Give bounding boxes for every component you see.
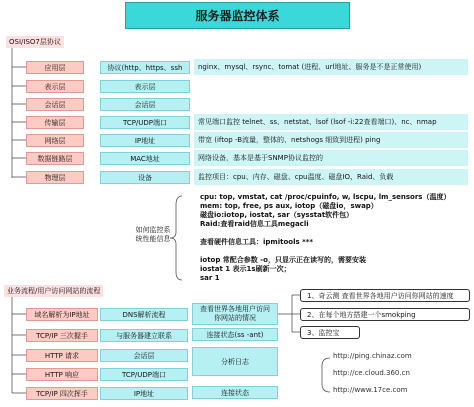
link-360[interactable]: http://ce.cloud.360.cn xyxy=(333,369,410,377)
page-title: 服务器监控体系 xyxy=(125,2,350,29)
flow-step: HTTP 响应 xyxy=(26,368,98,381)
osi-layer-name: 传输层 xyxy=(26,116,84,129)
flow-step-detail: 会话层 xyxy=(100,349,188,362)
osi-layer-protocol: 表示层 xyxy=(100,80,190,93)
osi-layer-monitor: 监控项目：cpu、内存、磁盘、cpu温度、磁盘IO、Raid、负载 xyxy=(194,169,468,185)
osi-layer-monitor: 常见端口监控 telnet、ss、netstat、lsof (lsof -i:22查看端口)、nc、nmap xyxy=(194,114,468,130)
osi-layer-monitor: nginx、mysql、rsync、tomat (进程、url地址、服务是不是正常使用) xyxy=(194,59,468,75)
osi-layer-protocol: 会话层 xyxy=(100,98,190,111)
osi-layer-name: 应用层 xyxy=(26,61,84,74)
analyze-log: 分析日志 xyxy=(192,347,278,376)
section-osi-label: OSI/ISO7层协议 xyxy=(6,36,64,48)
flow-step: HTTP 请求 xyxy=(26,349,98,362)
osi-layer-name: 物理层 xyxy=(26,171,84,184)
osi-layer-protocol: MAC地址 xyxy=(100,152,190,165)
osi-layer-monitor: 带宽 (iftop -B流量，整体的、netshogs 细致到进程) ping xyxy=(194,132,468,148)
osi-layer-name: 表示层 xyxy=(26,80,84,93)
check-user-access: 查看世界各地用户访问 你网站的情况 xyxy=(192,303,278,325)
option-3: 3、监控宝 xyxy=(300,326,360,339)
section-flow-label: 业务流程/用户访问网站的流程 xyxy=(4,285,103,297)
flow-step: TCP/IP 四次挥手 xyxy=(26,387,98,400)
flow-step-detail: DNS解析流程 xyxy=(100,308,188,321)
osi-layer-name: 会话层 xyxy=(26,98,84,111)
option-1: 1、奇云测 查看世界各地用户访问你网站的速度 xyxy=(300,289,470,302)
osi-layer-protocol: TCP/UDP端口 xyxy=(100,116,190,129)
link-17ce[interactable]: http://www.17ce.com xyxy=(333,386,408,394)
check-conn-state: 连接状态(ss -ant) xyxy=(192,328,278,341)
flow-step: TCP/IP 三次握手 xyxy=(26,329,98,342)
osi-layer-protocol: 协议(http、https、ssh xyxy=(100,61,190,74)
osi-layer-name: 网络层 xyxy=(26,134,84,147)
osi-layer-name: 数据链路层 xyxy=(26,152,84,165)
option-2: 2、在每个地方搭建一个smokping xyxy=(300,308,470,321)
hw-monitor-label: 如何监控系 统性能信息 xyxy=(135,226,171,243)
hw-monitor-text: cpu: top, vmstat, cat /proc/cpuinfo, w, lscpu, lm_sensors（温度） mem: top, free, ps aux, iotop（磁盘io，swap） 磁盘io:iotop, iostat, sar（sysstat软件包） Raid:查看raid信息工具megacli 查看硬件信息工具：ipmitools *** iotop 常配合参数 -o，只显示正在读写的，需要安装 iostat 1 表示1s刷新一次； sar 1 xyxy=(200,193,451,282)
check-conn-state-2: 连接状态 xyxy=(192,386,278,399)
osi-layer-protocol: IP地址 xyxy=(100,134,190,147)
flow-step: 域名解析为IP地址 xyxy=(26,308,98,321)
osi-layer-monitor: 网络设备，基本是基于SNMP协议监控的 xyxy=(194,150,468,166)
osi-layer-protocol: 设备 xyxy=(100,171,190,184)
flow-step-detail: IP地址 xyxy=(100,387,188,400)
flow-step-detail: 与服务器建立联系 xyxy=(100,329,188,342)
flow-step-detail: TCP/UDP端口 xyxy=(100,368,188,381)
link-chinaz[interactable]: http://ping.chinaz.com xyxy=(333,352,412,360)
